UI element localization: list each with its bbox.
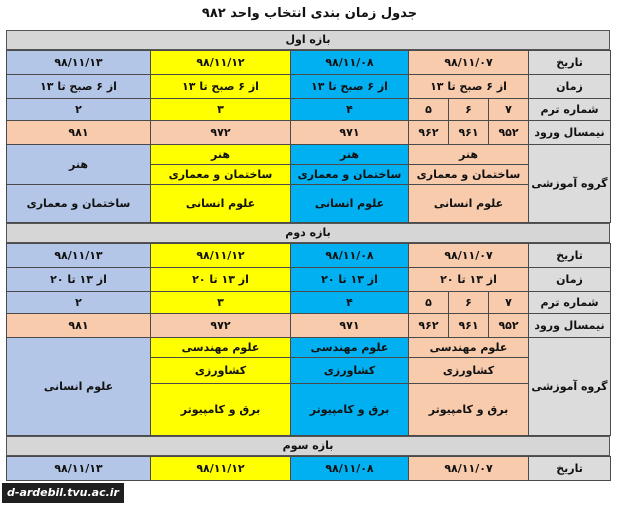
- group-cell: برق و کامپیوتر: [291, 384, 409, 436]
- period-3-table: [6, 456, 611, 481]
- time-cell: از ۱۳ تا ۲۰: [291, 268, 409, 292]
- date-label: تاریخ: [529, 244, 611, 268]
- semester-cell: ۹۶۲: [409, 121, 449, 145]
- date-cell: ۹۸/۱۱/۱۳: [7, 457, 151, 481]
- term-cell: ۳: [151, 99, 291, 121]
- time-row: [7, 268, 611, 292]
- date-cell: ۹۸/۱۱/۱۳: [7, 51, 151, 75]
- date-label: تاریخ: [529, 457, 611, 481]
- term-cell: ۷: [489, 292, 529, 314]
- group-cell: برق و کامپیوتر: [151, 384, 291, 436]
- semester-row: [7, 121, 611, 145]
- group-row: [7, 145, 611, 165]
- term-cell: ۷: [489, 99, 529, 121]
- time-cell: از ۶ صبح تا ۱۳: [409, 75, 529, 99]
- term-cell: ۶: [449, 292, 489, 314]
- time-cell: از ۱۳ تا ۲۰: [409, 268, 529, 292]
- semester-cell: ۹۷۲: [151, 121, 291, 145]
- date-label: تاریخ: [529, 51, 611, 75]
- group-row: [7, 338, 611, 358]
- group-cell: ساختمان و معماری: [291, 165, 409, 185]
- group-cell: علوم انسانی: [7, 338, 151, 436]
- date-cell: ۹۸/۱۱/۰۷: [409, 244, 529, 268]
- semester-row: [7, 314, 611, 338]
- time-label: زمان: [529, 75, 611, 99]
- term-cell: ۶: [449, 99, 489, 121]
- semester-cell: ۹۸۱: [7, 121, 151, 145]
- term-label: شماره ترم: [529, 99, 611, 121]
- semester-cell: ۹۵۲: [489, 314, 529, 338]
- date-cell: ۹۸/۱۱/۰۷: [409, 457, 529, 481]
- period-1-header: بازه اول: [6, 30, 610, 50]
- time-cell: از ۱۳ تا ۲۰: [7, 268, 151, 292]
- semester-cell: ۹۷۱: [291, 314, 409, 338]
- page-title: جدول زمان بندی انتخاب واحد ۹۸۲: [201, 6, 418, 21]
- date-cell: ۹۸/۱۱/۱۳: [7, 244, 151, 268]
- time-cell: از ۶ صبح تا ۱۳: [291, 75, 409, 99]
- date-cell: ۹۸/۱۱/۰۷: [409, 51, 529, 75]
- date-cell: ۹۸/۱۱/۱۲: [151, 244, 291, 268]
- term-cell: ۳: [151, 292, 291, 314]
- semester-label: نیمسال ورود: [529, 314, 611, 338]
- group-cell: هنر: [409, 145, 529, 165]
- time-cell: از ۶ صبح تا ۱۳: [7, 75, 151, 99]
- time-cell: از ۶ صبح تا ۱۳: [151, 75, 291, 99]
- schedule-sheet: [6, 30, 610, 481]
- date-row: [7, 244, 611, 268]
- time-row: [7, 75, 611, 99]
- group-cell: علوم انسانی: [151, 185, 291, 223]
- date-row: [7, 457, 611, 481]
- term-cell: ۲: [7, 292, 151, 314]
- group-cell: ساختمان و معماری: [409, 165, 529, 185]
- period-2-header: بازه دوم: [6, 223, 610, 243]
- time-cell: از ۱۳ تا ۲۰: [151, 268, 291, 292]
- period-3-header: بازه سوم: [6, 436, 610, 456]
- semester-label: نیمسال ورود: [529, 121, 611, 145]
- group-cell: هنر: [7, 145, 151, 185]
- group-cell: کشاورزی: [409, 358, 529, 384]
- semester-cell: ۹۶۲: [409, 314, 449, 338]
- date-cell: ۹۸/۱۱/۱۲: [151, 457, 291, 481]
- date-cell: ۹۸/۱۱/۰۸: [291, 244, 409, 268]
- date-cell: ۹۸/۱۱/۰۸: [291, 457, 409, 481]
- period-2-table: [6, 243, 611, 436]
- term-cell: ۴: [291, 292, 409, 314]
- semester-cell: ۹۷۲: [151, 314, 291, 338]
- term-row: [7, 292, 611, 314]
- period-1-table: [6, 50, 611, 223]
- semester-cell: ۹۶۱: [449, 121, 489, 145]
- group-cell: ساختمان و معماری: [151, 165, 291, 185]
- site-watermark: d-ardebil.tvu.ac.ir: [2, 483, 124, 503]
- term-cell: ۲: [7, 99, 151, 121]
- semester-cell: ۹۶۱: [449, 314, 489, 338]
- term-row: [7, 99, 611, 121]
- date-cell: ۹۸/۱۱/۱۲: [151, 51, 291, 75]
- time-label: زمان: [529, 268, 611, 292]
- group-cell: برق و کامپیوتر: [409, 384, 529, 436]
- date-cell: ۹۸/۱۱/۰۸: [291, 51, 409, 75]
- term-cell: ۵: [409, 292, 449, 314]
- group-cell: علوم انسانی: [409, 185, 529, 223]
- semester-cell: ۹۵۲: [489, 121, 529, 145]
- group-cell: علوم انسانی: [291, 185, 409, 223]
- group-cell: علوم مهندسی: [151, 338, 291, 358]
- group-row: [7, 185, 611, 223]
- group-cell: کشاورزی: [151, 358, 291, 384]
- group-cell: علوم مهندسی: [409, 338, 529, 358]
- date-row: [7, 51, 611, 75]
- group-cell: علوم مهندسی: [291, 338, 409, 358]
- term-cell: ۴: [291, 99, 409, 121]
- group-label: گروه آموزشی: [529, 145, 611, 223]
- group-cell: هنر: [291, 145, 409, 165]
- term-cell: ۵: [409, 99, 449, 121]
- semester-cell: ۹۸۱: [7, 314, 151, 338]
- group-cell: کشاورزی: [291, 358, 409, 384]
- group-cell: هنر: [151, 145, 291, 165]
- group-cell: ساختمان و معماری: [7, 185, 151, 223]
- term-label: شماره ترم: [529, 292, 611, 314]
- group-label: گروه آموزشی: [529, 338, 611, 436]
- semester-cell: ۹۷۱: [291, 121, 409, 145]
